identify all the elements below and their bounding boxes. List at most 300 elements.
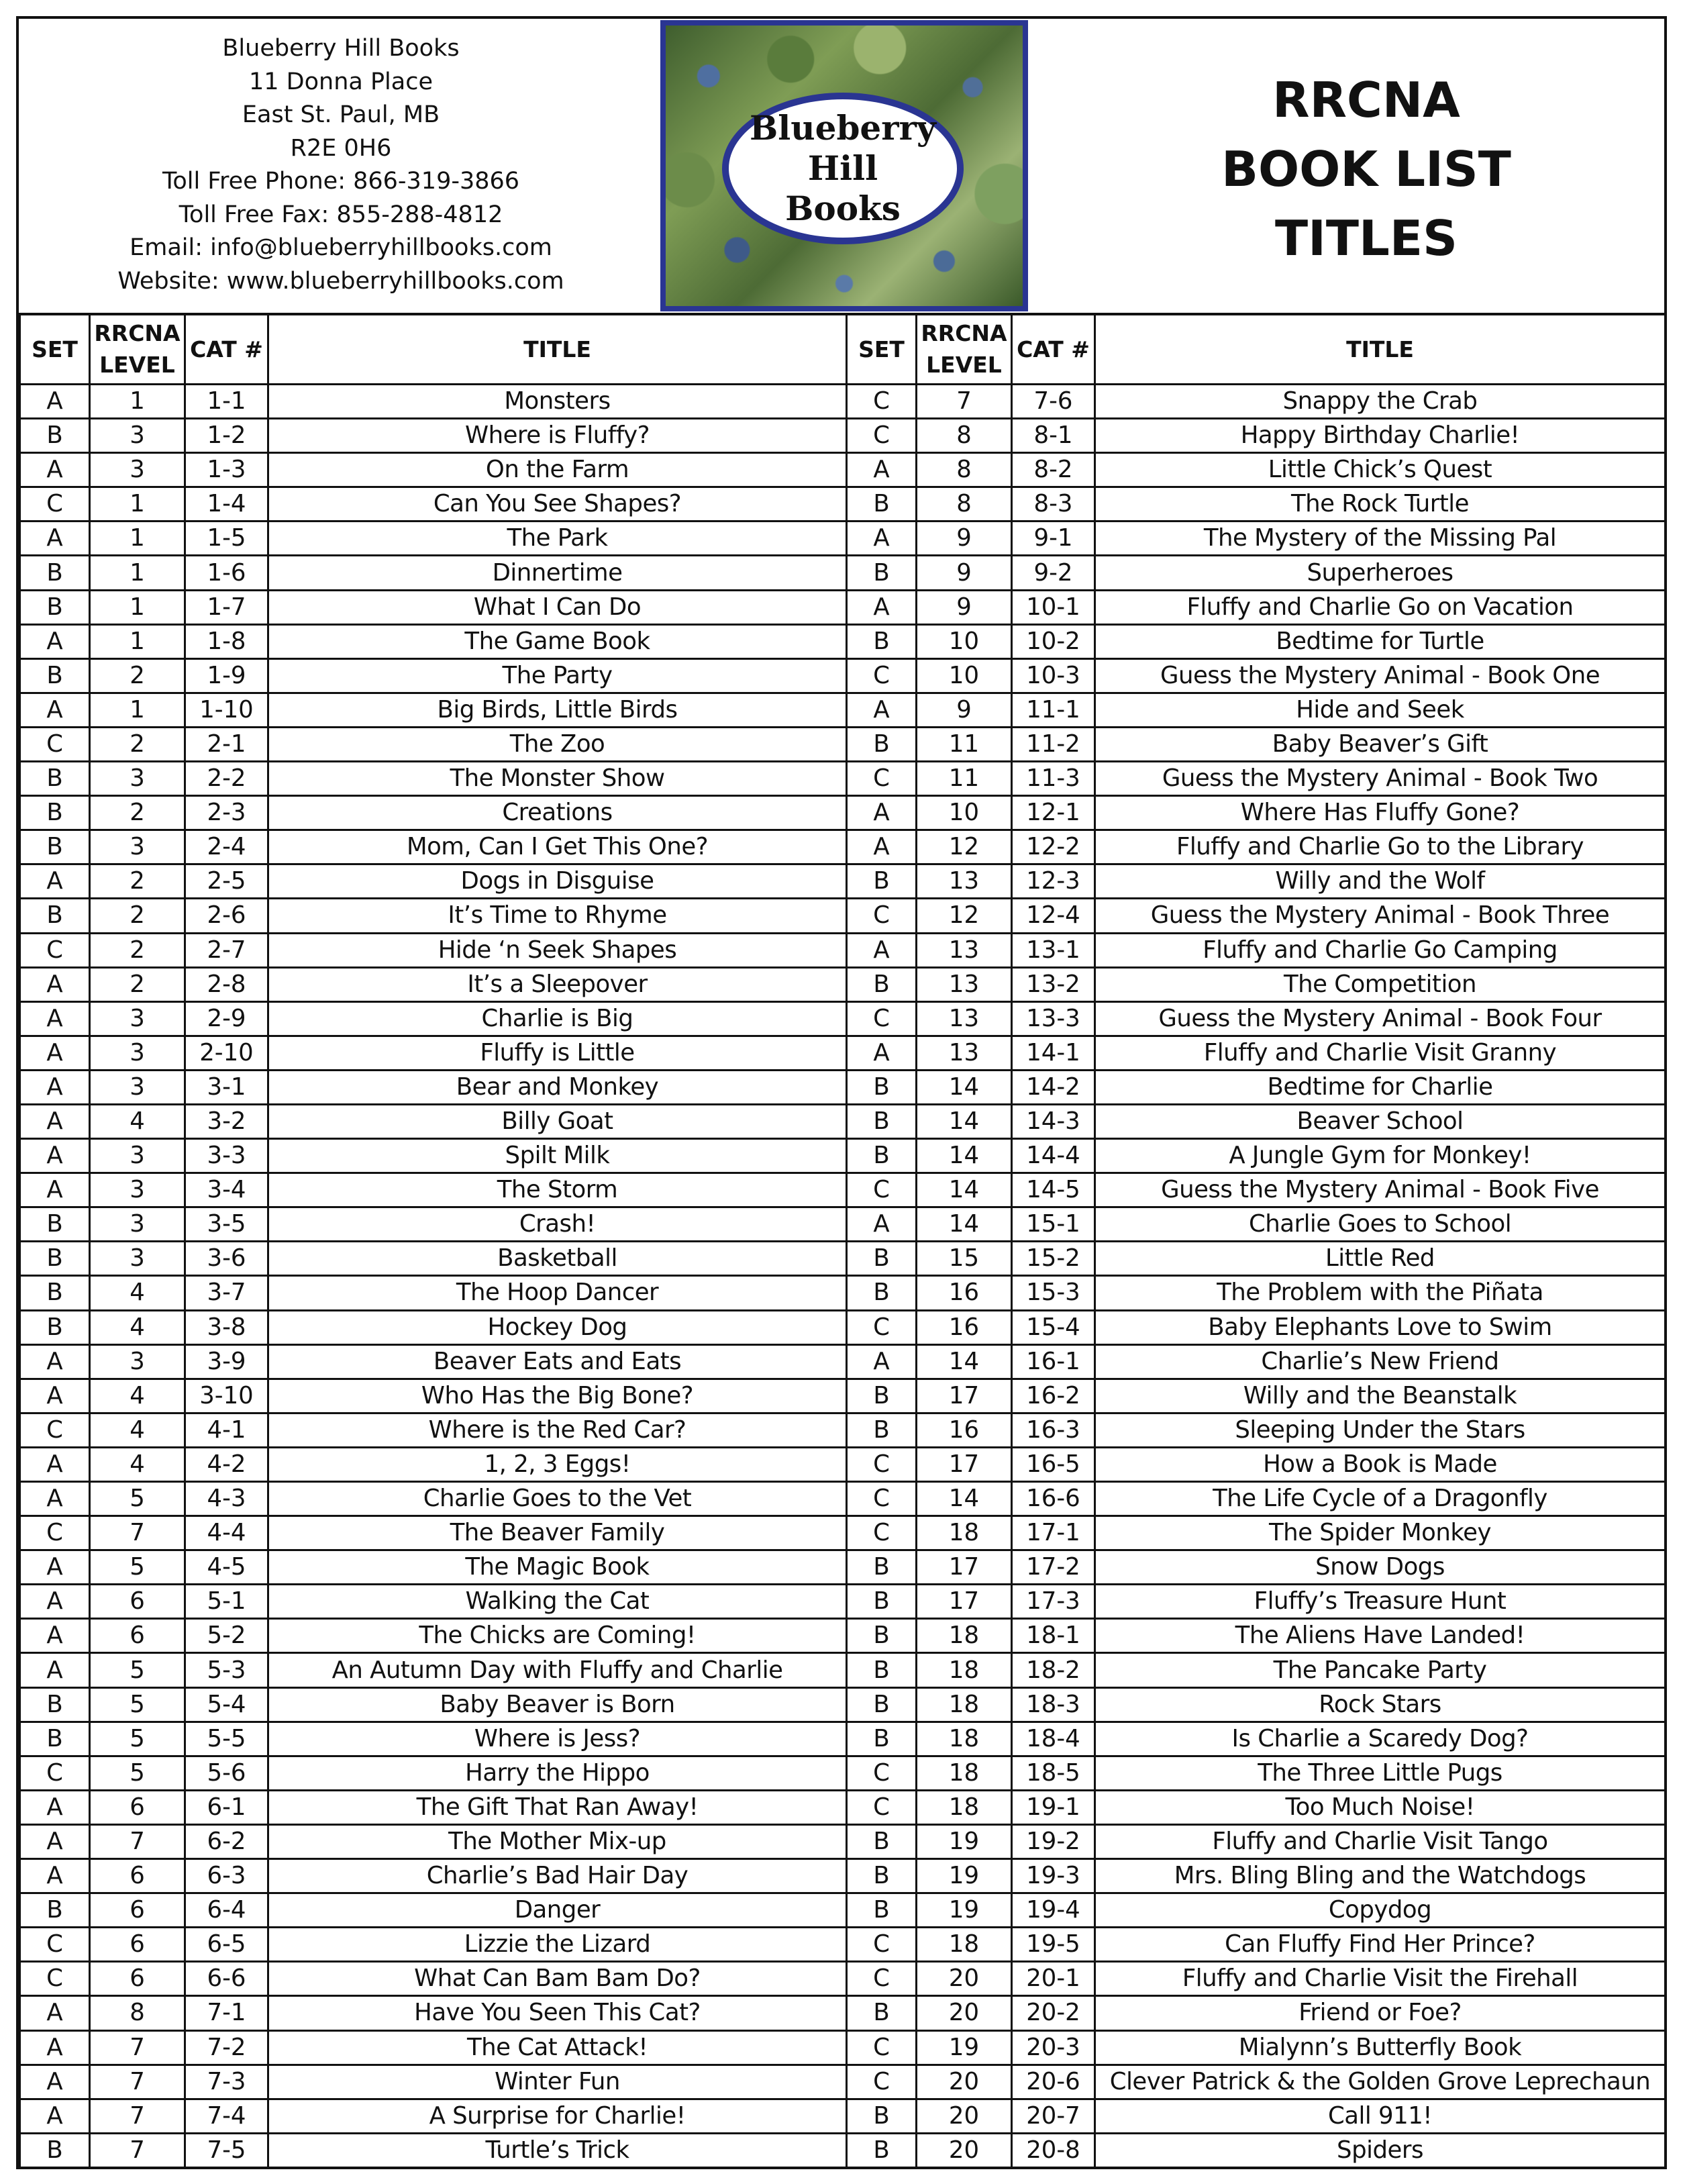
set-cell: A (847, 1036, 917, 1070)
level-cell: 9 (917, 590, 1012, 624)
set-cell: C (847, 1482, 917, 1516)
table-row (20, 1653, 1666, 1687)
set-cell: B (20, 658, 90, 693)
title-line-3: TITLES (1275, 210, 1458, 266)
set-cell: A (847, 453, 917, 487)
level-cell: 9 (917, 522, 1012, 556)
cat-number-cell: 15-1 (1012, 1207, 1095, 1242)
set-cell: B (20, 1207, 90, 1242)
set-cell: C (847, 1928, 917, 1962)
set-cell: B (20, 1722, 90, 1756)
cat-number-cell: 3-8 (185, 1310, 268, 1344)
set-cell: B (847, 1413, 917, 1447)
level-cell: 12 (917, 830, 1012, 864)
level-cell: 7 (90, 1516, 185, 1550)
cat-number-cell: 8-2 (1012, 453, 1095, 487)
level-cell: 3 (90, 1001, 185, 1036)
table-row (20, 1756, 1666, 1790)
level-cell: 13 (917, 1036, 1012, 1070)
set-cell: B (20, 1242, 90, 1276)
cat-number-cell: 1-10 (185, 693, 268, 727)
postal-code: R2E 0H6 (290, 134, 392, 162)
level-cell: 8 (917, 487, 1012, 522)
table-row (20, 1482, 1666, 1516)
cat-number-cell: 2-3 (185, 796, 268, 830)
title-cell: Hide ‘n Seek Shapes (268, 933, 847, 967)
title-cell: Turtle’s Trick (268, 2133, 847, 2167)
title-cell: Beaver Eats and Eats (268, 1344, 847, 1379)
title-cell: The Beaver Family (268, 1516, 847, 1550)
cat-number-cell: 1-9 (185, 658, 268, 693)
title-cell: The Life Cycle of a Dragonfly (1095, 1482, 1666, 1516)
level-cell: 7 (90, 2065, 185, 2099)
cat-number-cell: 11-1 (1012, 693, 1095, 727)
title-cell: Willy and the Beanstalk (1095, 1379, 1666, 1413)
level-cell: 3 (90, 1173, 185, 1207)
title-cell: Happy Birthday Charlie! (1095, 419, 1666, 453)
title-cell: The Chicks are Coming! (268, 1619, 847, 1653)
table-row (20, 2099, 1666, 2133)
cat-number-cell: 7-3 (185, 2065, 268, 2099)
cat-number-cell: 6-2 (185, 1824, 268, 1858)
title-cell: Mom, Can I Get This One? (268, 830, 847, 864)
cat-number-cell: 18-3 (1012, 1687, 1095, 1722)
cat-number-cell: 20-2 (1012, 1996, 1095, 2030)
table-row (20, 1824, 1666, 1858)
cat-number-cell: 10-1 (1012, 590, 1095, 624)
title-cell: Snappy the Crab (1095, 385, 1666, 419)
level-cell: 3 (90, 1207, 185, 1242)
set-cell: C (847, 1962, 917, 1996)
table-row (20, 1893, 1666, 1928)
document-title (1063, 66, 1670, 273)
set-cell: A (20, 1859, 90, 1893)
set-cell: B (847, 1722, 917, 1756)
title-cell: Willy and the Wolf (1095, 864, 1666, 899)
level-cell: 4 (90, 1104, 185, 1138)
cat-number-cell: 8-3 (1012, 487, 1095, 522)
set-cell: A (20, 1824, 90, 1858)
set-cell: B (847, 864, 917, 899)
cat-number-cell: 18-5 (1012, 1756, 1095, 1790)
level-cell: 20 (917, 2133, 1012, 2167)
set-cell: B (847, 1653, 917, 1687)
level-cell: 8 (90, 1996, 185, 2030)
set-cell: B (847, 1893, 917, 1928)
title-cell: Mrs. Bling Bling and the Watchdogs (1095, 1859, 1666, 1893)
logo-text-line-2: Hill (807, 148, 878, 188)
table-row (20, 830, 1666, 864)
level-cell: 7 (90, 1824, 185, 1858)
cat-number-cell: 20-7 (1012, 2099, 1095, 2133)
book-list-table (19, 313, 1666, 2169)
table-row (20, 1687, 1666, 1722)
cat-number-cell: 3-9 (185, 1344, 268, 1379)
title-cell: On the Farm (268, 453, 847, 487)
table-row (20, 1104, 1666, 1138)
title-cell: Mialynn’s Butterfly Book (1095, 2030, 1666, 2065)
table-row (20, 967, 1666, 1001)
cat-number-cell: 2-9 (185, 1001, 268, 1036)
set-cell: A (20, 864, 90, 899)
cat-number-cell: 1-4 (185, 487, 268, 522)
table-row (20, 2133, 1666, 2167)
title-cell: Big Birds, Little Birds (268, 693, 847, 727)
set-cell: C (847, 762, 917, 796)
table-row (20, 2030, 1666, 2065)
set-cell: C (20, 1413, 90, 1447)
level-cell: 10 (917, 796, 1012, 830)
level-cell: 9 (917, 556, 1012, 590)
cat-number-cell: 9-1 (1012, 522, 1095, 556)
cat-number-cell: 3-5 (185, 1207, 268, 1242)
table-row (20, 1722, 1666, 1756)
level-cell: 2 (90, 796, 185, 830)
column-header-title: TITLE (1095, 314, 1666, 385)
level-cell: 20 (917, 1996, 1012, 2030)
title-cell: Fluffy is Little (268, 1036, 847, 1070)
table-row (20, 796, 1666, 830)
level-cell: 14 (917, 1344, 1012, 1379)
title-cell: Baby Elephants Love to Swim (1095, 1310, 1666, 1344)
level-cell: 17 (917, 1550, 1012, 1585)
table-row (20, 1516, 1666, 1550)
level-cell: 9 (917, 693, 1012, 727)
level-cell: 14 (917, 1104, 1012, 1138)
level-cell: 19 (917, 1824, 1012, 1858)
set-cell: C (847, 1001, 917, 1036)
title-cell: Spilt Milk (268, 1139, 847, 1173)
level-cell: 20 (917, 2099, 1012, 2133)
cat-number-cell: 14-3 (1012, 1104, 1095, 1138)
logo-text-line-3: Books (785, 189, 901, 228)
title-cell: Hockey Dog (268, 1310, 847, 1344)
table-row (20, 658, 1666, 693)
cat-number-cell: 7-2 (185, 2030, 268, 2065)
level-cell: 10 (917, 658, 1012, 693)
logo-oval (722, 93, 964, 244)
level-cell: 6 (90, 1893, 185, 1928)
title-cell: It’s Time to Rhyme (268, 899, 847, 933)
table-row (20, 1379, 1666, 1413)
cat-number-cell: 5-1 (185, 1585, 268, 1619)
cat-number-cell: 12-4 (1012, 899, 1095, 933)
set-cell: A (20, 522, 90, 556)
table-row (20, 1001, 1666, 1036)
level-cell: 17 (917, 1447, 1012, 1481)
title-cell: The Storm (268, 1173, 847, 1207)
blueberry-hill-logo (660, 20, 1028, 311)
cat-number-cell: 3-1 (185, 1070, 268, 1104)
level-cell: 5 (90, 1653, 185, 1687)
cat-number-cell: 19-1 (1012, 1790, 1095, 1824)
set-cell: C (847, 2030, 917, 2065)
cat-number-cell: 3-4 (185, 1173, 268, 1207)
title-cell: Fluffy and Charlie Go to the Library (1095, 830, 1666, 864)
title-cell: Fluffy and Charlie Go on Vacation (1095, 590, 1666, 624)
set-cell: C (847, 658, 917, 693)
title-cell: The Zoo (268, 727, 847, 761)
level-cell: 19 (917, 2030, 1012, 2065)
cat-number-cell: 7-6 (1012, 385, 1095, 419)
cat-number-cell: 13-1 (1012, 933, 1095, 967)
book-list-sheet (16, 16, 1667, 2169)
column-header-cat: CAT # (185, 314, 268, 385)
title-cell: Who Has the Big Bone? (268, 1379, 847, 1413)
set-cell: A (20, 1653, 90, 1687)
title-cell: Fluffy and Charlie Go Camping (1095, 933, 1666, 967)
cat-number-cell: 2-6 (185, 899, 268, 933)
title-cell: Sleeping Under the Stars (1095, 1413, 1666, 1447)
cat-number-cell: 19-4 (1012, 1893, 1095, 1928)
set-cell: B (20, 1310, 90, 1344)
set-cell: A (20, 624, 90, 658)
cat-number-cell: 6-6 (185, 1962, 268, 1996)
set-cell: C (847, 385, 917, 419)
cat-number-cell: 5-6 (185, 1756, 268, 1790)
cat-number-cell: 2-2 (185, 762, 268, 796)
level-cell: 1 (90, 556, 185, 590)
column-header-title: TITLE (268, 314, 847, 385)
set-cell: C (20, 727, 90, 761)
cat-number-cell: 3-2 (185, 1104, 268, 1138)
level-cell: 18 (917, 1619, 1012, 1653)
title-cell: Baby Beaver’s Gift (1095, 727, 1666, 761)
title-cell: Little Chick’s Quest (1095, 453, 1666, 487)
title-cell: The Magic Book (268, 1550, 847, 1585)
cat-number-cell: 2-5 (185, 864, 268, 899)
set-cell: A (20, 1996, 90, 2030)
title-line-1: RRCNA (1272, 72, 1460, 128)
cat-number-cell: 7-1 (185, 1996, 268, 2030)
cat-number-cell: 13-3 (1012, 1001, 1095, 1036)
table-row (20, 590, 1666, 624)
cat-number-cell: 11-2 (1012, 727, 1095, 761)
level-cell: 3 (90, 1070, 185, 1104)
set-cell: B (847, 2133, 917, 2167)
cat-number-cell: 4-5 (185, 1550, 268, 1585)
title-cell: Can You See Shapes? (268, 487, 847, 522)
set-cell: C (20, 487, 90, 522)
set-cell: A (20, 2099, 90, 2133)
level-cell: 3 (90, 762, 185, 796)
cat-number-cell: 2-4 (185, 830, 268, 864)
set-cell: A (20, 453, 90, 487)
set-cell: B (847, 1550, 917, 1585)
title-cell: The Competition (1095, 967, 1666, 1001)
set-cell: C (20, 1928, 90, 1962)
level-cell: 15 (917, 1242, 1012, 1276)
cat-number-cell: 14-1 (1012, 1036, 1095, 1070)
cat-number-cell: 15-2 (1012, 1242, 1095, 1276)
cat-number-cell: 16-2 (1012, 1379, 1095, 1413)
level-cell: 16 (917, 1413, 1012, 1447)
title-cell: The Aliens Have Landed! (1095, 1619, 1666, 1653)
cat-number-cell: 1-6 (185, 556, 268, 590)
title-cell: Rock Stars (1095, 1687, 1666, 1722)
title-cell: Charlie Goes to School (1095, 1207, 1666, 1242)
table-row (20, 1585, 1666, 1619)
level-cell: 19 (917, 1859, 1012, 1893)
level-cell: 20 (917, 1962, 1012, 1996)
cat-number-cell: 15-4 (1012, 1310, 1095, 1344)
level-cell: 3 (90, 1036, 185, 1070)
title-cell: Guess the Mystery Animal - Book One (1095, 658, 1666, 693)
title-cell: Guess the Mystery Animal - Book Five (1095, 1173, 1666, 1207)
set-cell: A (20, 1790, 90, 1824)
set-cell: B (847, 1276, 917, 1310)
cat-number-cell: 2-8 (185, 967, 268, 1001)
level-cell: 13 (917, 967, 1012, 1001)
title-cell: Where Has Fluffy Gone? (1095, 796, 1666, 830)
level-cell: 7 (917, 385, 1012, 419)
set-cell: B (847, 1824, 917, 1858)
cat-number-cell: 17-3 (1012, 1585, 1095, 1619)
level-cell: 7 (90, 2030, 185, 2065)
cat-number-cell: 5-2 (185, 1619, 268, 1653)
title-cell: The Rock Turtle (1095, 487, 1666, 522)
level-cell: 11 (917, 762, 1012, 796)
set-cell: A (847, 796, 917, 830)
set-cell: A (20, 1619, 90, 1653)
set-cell: B (847, 1585, 917, 1619)
set-cell: A (20, 2030, 90, 2065)
title-cell: The Game Book (268, 624, 847, 658)
set-cell: B (847, 1139, 917, 1173)
level-cell: 2 (90, 933, 185, 967)
set-cell: B (847, 967, 917, 1001)
title-cell: Fluffy’s Treasure Hunt (1095, 1585, 1666, 1619)
logo-text-line-1: Blueberry (750, 108, 936, 148)
set-cell: B (847, 1242, 917, 1276)
set-cell: C (20, 1756, 90, 1790)
title-cell: The Party (268, 658, 847, 693)
level-cell: 1 (90, 624, 185, 658)
table-row (20, 1447, 1666, 1481)
cat-number-cell: 4-2 (185, 1447, 268, 1481)
level-header-line-1: RRCNA (94, 320, 181, 346)
level-cell: 3 (90, 830, 185, 864)
table-row (20, 1619, 1666, 1653)
set-cell: B (847, 2099, 917, 2133)
title-cell: Charlie Goes to the Vet (268, 1482, 847, 1516)
set-cell: C (847, 1173, 917, 1207)
set-cell: A (847, 522, 917, 556)
table-row (20, 1928, 1666, 1962)
set-cell: C (20, 1962, 90, 1996)
table-row (20, 624, 1666, 658)
set-cell: A (847, 933, 917, 967)
title-cell: Bedtime for Charlie (1095, 1070, 1666, 1104)
title-cell: It’s a Sleepover (268, 967, 847, 1001)
title-cell: Bear and Monkey (268, 1070, 847, 1104)
cat-number-cell: 8-1 (1012, 419, 1095, 453)
table-row (20, 487, 1666, 522)
set-cell: B (847, 1070, 917, 1104)
title-cell: Charlie is Big (268, 1001, 847, 1036)
table-row (20, 1859, 1666, 1893)
cat-number-cell: 18-1 (1012, 1619, 1095, 1653)
level-cell: 12 (917, 899, 1012, 933)
title-cell: The Cat Attack! (268, 2030, 847, 2065)
level-cell: 17 (917, 1585, 1012, 1619)
level-cell: 4 (90, 1310, 185, 1344)
column-header-set: SET (847, 314, 917, 385)
title-cell: What Can Bam Bam Do? (268, 1962, 847, 1996)
set-cell: A (20, 1036, 90, 1070)
cat-number-cell: 15-3 (1012, 1276, 1095, 1310)
cat-number-cell: 3-3 (185, 1139, 268, 1173)
set-cell: A (20, 1139, 90, 1173)
level-cell: 18 (917, 1722, 1012, 1756)
cat-number-cell: 10-2 (1012, 624, 1095, 658)
title-cell: Dinnertime (268, 556, 847, 590)
table-row (20, 933, 1666, 967)
level-cell: 8 (917, 453, 1012, 487)
set-cell: B (20, 762, 90, 796)
level-cell: 4 (90, 1276, 185, 1310)
level-cell: 14 (917, 1482, 1012, 1516)
table-row (20, 1344, 1666, 1379)
set-cell: A (20, 2065, 90, 2099)
set-cell: B (20, 419, 90, 453)
table-row (20, 1242, 1666, 1276)
cat-number-cell: 17-1 (1012, 1516, 1095, 1550)
level-cell: 18 (917, 1653, 1012, 1687)
set-cell: A (847, 1344, 917, 1379)
cat-number-cell: 19-2 (1012, 1824, 1095, 1858)
cat-number-cell: 14-4 (1012, 1139, 1095, 1173)
set-cell: A (20, 693, 90, 727)
address-line-1: 11 Donna Place (248, 68, 434, 95)
cat-number-cell: 1-5 (185, 522, 268, 556)
cat-number-cell: 20-1 (1012, 1962, 1095, 1996)
cat-number-cell: 16-6 (1012, 1482, 1095, 1516)
cat-number-cell: 20-8 (1012, 2133, 1095, 2167)
title-cell: Can Fluffy Find Her Prince? (1095, 1928, 1666, 1962)
level-cell: 8 (917, 419, 1012, 453)
cat-number-cell: 5-3 (185, 1653, 268, 1687)
level-cell: 6 (90, 1859, 185, 1893)
title-cell: Lizzie the Lizard (268, 1928, 847, 1962)
set-cell: B (20, 830, 90, 864)
set-cell: C (20, 933, 90, 967)
set-cell: A (20, 1104, 90, 1138)
level-cell: 6 (90, 1928, 185, 1962)
title-cell: Little Red (1095, 1242, 1666, 1276)
title-cell: Where is Jess? (268, 1722, 847, 1756)
level-cell: 7 (90, 2099, 185, 2133)
level-cell: 5 (90, 1722, 185, 1756)
table-row (20, 1070, 1666, 1104)
set-cell: C (847, 899, 917, 933)
title-cell: What I Can Do (268, 590, 847, 624)
cat-number-cell: 6-3 (185, 1859, 268, 1893)
table-row (20, 693, 1666, 727)
level-cell: 3 (90, 1242, 185, 1276)
title-cell: Fluffy and Charlie Visit Granny (1095, 1036, 1666, 1070)
level-cell: 18 (917, 1687, 1012, 1722)
level-cell: 1 (90, 385, 185, 419)
set-cell: A (20, 385, 90, 419)
table-row (20, 762, 1666, 796)
set-cell: B (20, 899, 90, 933)
set-cell: B (847, 1379, 917, 1413)
title-cell: The Mother Mix-up (268, 1824, 847, 1858)
level-cell: 3 (90, 1344, 185, 1379)
title-cell: Charlie’s Bad Hair Day (268, 1859, 847, 1893)
page-header (19, 19, 1664, 315)
